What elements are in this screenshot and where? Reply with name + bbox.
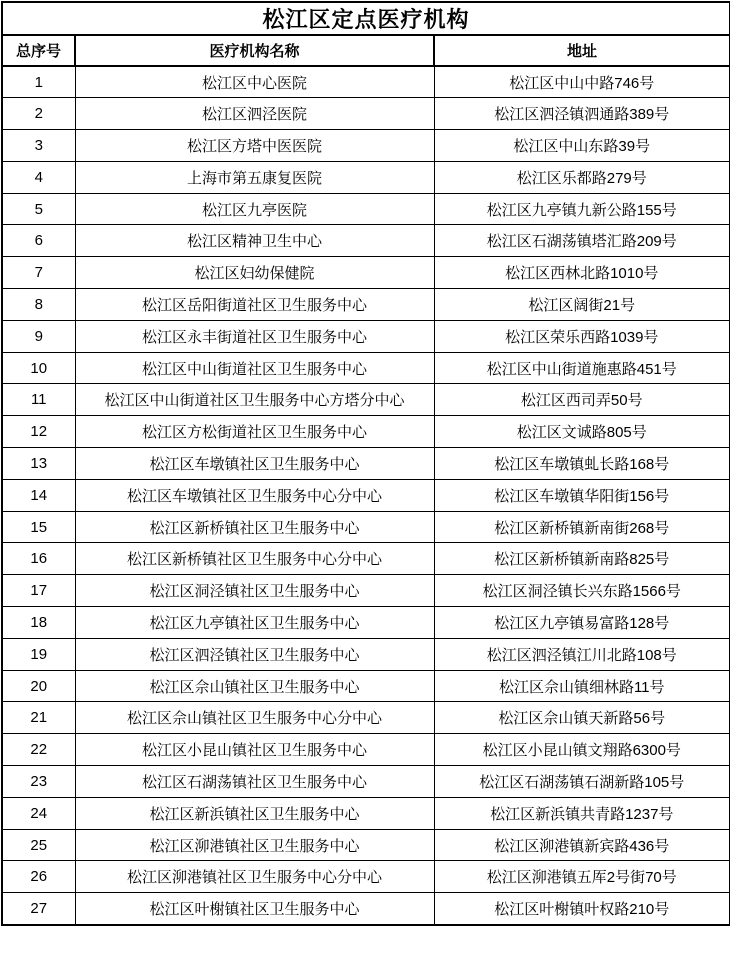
address-cell: 松江区佘山镇天新路56号 — [434, 702, 730, 734]
seq-cell: 21 — [2, 702, 75, 734]
institution-name-cell: 松江区中山街道社区卫生服务中心方塔分中心 — [75, 384, 434, 416]
institution-name-cell: 松江区泗泾医院 — [75, 98, 434, 130]
table-row — [2, 289, 730, 321]
address-cell: 松江区中山中路746号 — [434, 66, 730, 98]
institution-name-cell: 上海市第五康复医院 — [75, 161, 434, 193]
address-cell: 松江区小昆山镇文翔路6300号 — [434, 734, 730, 766]
address-cell: 松江区新桥镇新南街268号 — [434, 511, 730, 543]
seq-cell: 10 — [2, 352, 75, 384]
institution-name-cell: 松江区新桥镇社区卫生服务中心 — [75, 511, 434, 543]
institution-name-cell: 松江区小昆山镇社区卫生服务中心 — [75, 734, 434, 766]
institution-name-cell: 松江区泖港镇社区卫生服务中心 — [75, 829, 434, 861]
address-cell: 松江区车墩镇虬长路168号 — [434, 448, 730, 480]
seq-cell: 6 — [2, 225, 75, 257]
table-row — [2, 193, 730, 225]
seq-cell: 16 — [2, 543, 75, 575]
address-cell: 松江区泗泾镇泗通路389号 — [434, 98, 730, 130]
column-header-institution-name: 医疗机构名称 — [75, 35, 434, 66]
table-row — [2, 130, 730, 162]
address-cell: 松江区阔街21号 — [434, 289, 730, 321]
table-row — [2, 416, 730, 448]
table-row — [2, 829, 730, 861]
table-row — [2, 575, 730, 607]
address-cell: 松江区中山街道施惠路451号 — [434, 352, 730, 384]
address-cell: 松江区泗泾镇江川北路108号 — [434, 638, 730, 670]
table-row — [2, 607, 730, 639]
seq-cell: 9 — [2, 320, 75, 352]
address-cell: 松江区洞泾镇长兴东路1566号 — [434, 575, 730, 607]
institution-name-cell: 松江区车墩镇社区卫生服务中心 — [75, 448, 434, 480]
institutions-table — [1, 1, 730, 926]
table-row — [2, 384, 730, 416]
institution-name-cell: 松江区精神卫生中心 — [75, 225, 434, 257]
seq-cell: 7 — [2, 257, 75, 289]
address-cell: 松江区叶榭镇叶权路210号 — [434, 893, 730, 925]
table-row — [2, 734, 730, 766]
seq-cell: 27 — [2, 893, 75, 925]
institution-name-cell: 松江区新桥镇社区卫生服务中心分中心 — [75, 543, 434, 575]
table-row — [2, 320, 730, 352]
seq-cell: 8 — [2, 289, 75, 321]
address-cell: 松江区石湖荡镇塔汇路209号 — [434, 225, 730, 257]
institution-name-cell: 松江区洞泾镇社区卫生服务中心 — [75, 575, 434, 607]
table-row — [2, 766, 730, 798]
seq-cell: 4 — [2, 161, 75, 193]
address-cell: 松江区西林北路1010号 — [434, 257, 730, 289]
column-header-address: 地址 — [434, 35, 730, 66]
table-body — [2, 66, 730, 925]
seq-cell: 1 — [2, 66, 75, 98]
table-row — [2, 161, 730, 193]
seq-cell: 12 — [2, 416, 75, 448]
seq-cell: 11 — [2, 384, 75, 416]
institution-name-cell: 松江区中心医院 — [75, 66, 434, 98]
page-title: 松江区定点医疗机构 — [2, 2, 730, 35]
table-row — [2, 861, 730, 893]
table-row — [2, 225, 730, 257]
address-cell: 松江区新浜镇共青路1237号 — [434, 797, 730, 829]
table-row — [2, 511, 730, 543]
institution-name-cell: 松江区岳阳街道社区卫生服务中心 — [75, 289, 434, 321]
column-header-seq: 总序号 — [2, 35, 75, 66]
address-cell: 松江区文诚路805号 — [434, 416, 730, 448]
table-row — [2, 702, 730, 734]
table-row — [2, 670, 730, 702]
institution-name-cell: 松江区妇幼保健院 — [75, 257, 434, 289]
institution-name-cell: 松江区九亭医院 — [75, 193, 434, 225]
address-cell: 松江区九亭镇九新公路155号 — [434, 193, 730, 225]
title-row — [2, 2, 730, 35]
institution-name-cell: 松江区中山街道社区卫生服务中心 — [75, 352, 434, 384]
address-cell: 松江区佘山镇细林路11号 — [434, 670, 730, 702]
address-cell: 松江区西司弄50号 — [434, 384, 730, 416]
seq-cell: 2 — [2, 98, 75, 130]
table-row — [2, 66, 730, 98]
seq-cell: 25 — [2, 829, 75, 861]
institution-name-cell: 松江区车墩镇社区卫生服务中心分中心 — [75, 479, 434, 511]
address-cell: 松江区泖港镇五厍2号街70号 — [434, 861, 730, 893]
institution-name-cell: 松江区佘山镇社区卫生服务中心分中心 — [75, 702, 434, 734]
address-cell: 松江区石湖荡镇石湖新路105号 — [434, 766, 730, 798]
address-cell: 松江区中山东路39号 — [434, 130, 730, 162]
address-cell: 松江区九亭镇易富路128号 — [434, 607, 730, 639]
table-row — [2, 98, 730, 130]
institution-name-cell: 松江区叶榭镇社区卫生服务中心 — [75, 893, 434, 925]
institution-name-cell: 松江区九亭镇社区卫生服务中心 — [75, 607, 434, 639]
institution-name-cell: 松江区永丰街道社区卫生服务中心 — [75, 320, 434, 352]
institution-name-cell: 松江区新浜镇社区卫生服务中心 — [75, 797, 434, 829]
table-row — [2, 448, 730, 480]
table-row — [2, 479, 730, 511]
seq-cell: 19 — [2, 638, 75, 670]
table-row — [2, 352, 730, 384]
institution-name-cell: 松江区佘山镇社区卫生服务中心 — [75, 670, 434, 702]
seq-cell: 14 — [2, 479, 75, 511]
address-cell: 松江区新桥镇新南路825号 — [434, 543, 730, 575]
address-cell: 松江区车墩镇华阳街156号 — [434, 479, 730, 511]
institution-name-cell: 松江区石湖荡镇社区卫生服务中心 — [75, 766, 434, 798]
table-row — [2, 797, 730, 829]
institution-name-cell: 松江区泖港镇社区卫生服务中心分中心 — [75, 861, 434, 893]
address-cell: 松江区泖港镇新宾路436号 — [434, 829, 730, 861]
institution-name-cell: 松江区泗泾镇社区卫生服务中心 — [75, 638, 434, 670]
address-cell: 松江区荣乐西路1039号 — [434, 320, 730, 352]
table-row — [2, 638, 730, 670]
seq-cell: 17 — [2, 575, 75, 607]
seq-cell: 13 — [2, 448, 75, 480]
seq-cell: 5 — [2, 193, 75, 225]
table-row — [2, 543, 730, 575]
seq-cell: 22 — [2, 734, 75, 766]
seq-cell: 23 — [2, 766, 75, 798]
seq-cell: 3 — [2, 130, 75, 162]
institution-name-cell: 松江区方塔中医医院 — [75, 130, 434, 162]
institution-name-cell: 松江区方松街道社区卫生服务中心 — [75, 416, 434, 448]
table-row — [2, 257, 730, 289]
seq-cell: 15 — [2, 511, 75, 543]
header-row — [2, 35, 730, 66]
table-row — [2, 893, 730, 925]
address-cell: 松江区乐都路279号 — [434, 161, 730, 193]
seq-cell: 26 — [2, 861, 75, 893]
seq-cell: 18 — [2, 607, 75, 639]
seq-cell: 20 — [2, 670, 75, 702]
seq-cell: 24 — [2, 797, 75, 829]
